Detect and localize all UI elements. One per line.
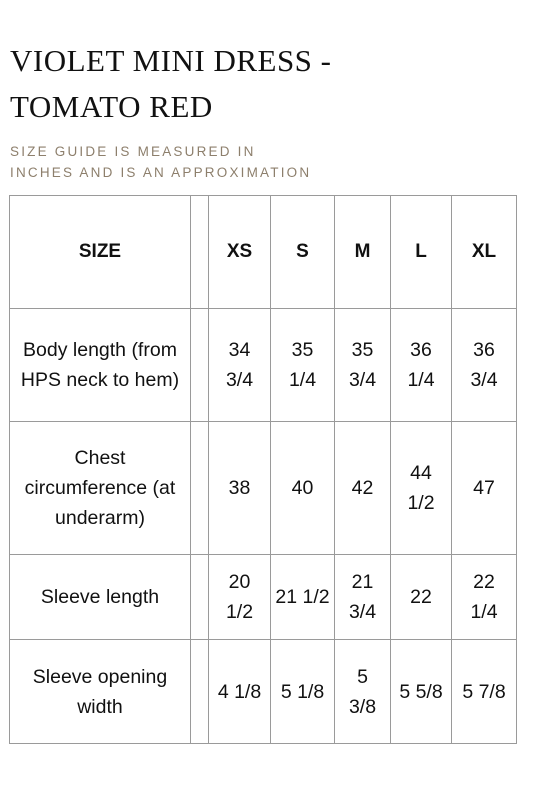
note-line-2: INCHES AND IS AN APPROXIMATION: [10, 165, 312, 180]
spacer-cell: [191, 422, 209, 555]
cell-text-line: 5: [357, 665, 368, 688]
cell-text-line: 1/2: [407, 492, 435, 514]
cell-text-line: Sleeve opening: [32, 665, 168, 688]
cell-text-line: 3/4: [470, 369, 498, 391]
value-cell-xl: [452, 555, 517, 640]
cell-text-line: 1/4: [470, 601, 498, 623]
spacer-cell: [191, 640, 209, 744]
table-row: [10, 309, 517, 422]
cell-text-line: 36: [410, 339, 432, 361]
table-row: [10, 422, 517, 555]
cell-text-line: 44: [410, 462, 432, 484]
header-size-l: L: [391, 196, 452, 309]
cell-text-line: 21 1/2: [275, 586, 330, 608]
table-header-row: [10, 196, 517, 309]
header-size-s: S: [271, 196, 335, 309]
cell-text-line: 1/2: [225, 601, 254, 623]
value-cell-l: [391, 555, 452, 640]
value-cell-l: [391, 309, 452, 422]
row-label-cell: [10, 309, 191, 422]
value-cell-l: [391, 640, 452, 744]
spacer-cell: [191, 555, 209, 640]
cell-text-line: 3/4: [348, 369, 377, 391]
table-row: [10, 555, 517, 640]
cell-text-line: 5 5/8: [399, 680, 443, 703]
cell-text-line: Sleeve length: [40, 586, 160, 608]
cell-text-line: 22: [473, 571, 495, 593]
cell-text-line: 1/4: [407, 369, 435, 391]
cell-text-line: 3/4: [225, 369, 254, 391]
spacer-cell: [191, 196, 209, 309]
value-cell-xs: [209, 555, 271, 640]
value-cell-s: [271, 640, 335, 744]
value-cell-m: [335, 555, 391, 640]
size-chart-table: [9, 195, 517, 744]
cell-text-line: 35: [351, 339, 374, 361]
cell-text-line: 36: [473, 339, 495, 361]
cell-text-line: 5 7/8: [462, 680, 506, 703]
cell-text-line: Body length (from: [23, 339, 177, 361]
value-cell-xs: [209, 422, 271, 555]
row-label-cell: [10, 640, 191, 744]
value-cell-xs: [209, 309, 271, 422]
title-line-2: TOMATO RED: [10, 89, 213, 124]
cell-text-line: width: [77, 695, 123, 718]
cell-text-line: underarm): [55, 507, 145, 529]
title-line-1: VIOLET MINI DRESS -: [10, 43, 332, 78]
spacer-cell: [191, 309, 209, 422]
cell-text-line: 1/4: [288, 369, 317, 391]
page-title: [10, 38, 530, 130]
note-line-1: SIZE GUIDE IS MEASURED IN: [10, 144, 256, 159]
value-cell-s: [271, 555, 335, 640]
cell-text-line: 21: [351, 571, 374, 593]
cell-text-line: 3/8: [348, 695, 377, 718]
cell-text-line: Chest: [74, 447, 126, 469]
size-guide-note: [10, 141, 530, 183]
value-cell-m: [335, 640, 391, 744]
header-size-xl: XL: [452, 196, 517, 309]
cell-text-line: 34: [228, 339, 251, 361]
header-size-xs: XS: [209, 196, 271, 309]
cell-text-line: 4 1/8: [217, 680, 262, 703]
cell-text-line: 22: [410, 586, 432, 608]
value-cell-s: [271, 309, 335, 422]
value-cell-xl: [452, 309, 517, 422]
value-cell-m: [335, 422, 391, 555]
value-cell-xs: [209, 640, 271, 744]
value-cell-xl: [452, 422, 517, 555]
cell-text-line: 38: [228, 477, 251, 499]
cell-text-line: HPS neck to hem): [20, 369, 180, 391]
cell-text-line: 3/4: [348, 601, 377, 623]
value-cell-s: [271, 422, 335, 555]
value-cell-xl: [452, 640, 517, 744]
cell-text-line: circumference (at: [24, 477, 176, 499]
row-label-cell: [10, 422, 191, 555]
header-size-m: M: [335, 196, 391, 309]
cell-text-line: 35: [291, 339, 314, 361]
header-size-label: SIZE: [10, 196, 191, 309]
table-row: [10, 640, 517, 744]
row-label-cell: [10, 555, 191, 640]
value-cell-m: [335, 309, 391, 422]
cell-text-line: 20: [228, 571, 251, 593]
cell-text-line: 42: [351, 477, 374, 499]
cell-text-line: 40: [291, 477, 314, 499]
value-cell-l: [391, 422, 452, 555]
cell-text-line: 5 1/8: [280, 680, 325, 703]
cell-text-line: 47: [473, 477, 495, 499]
